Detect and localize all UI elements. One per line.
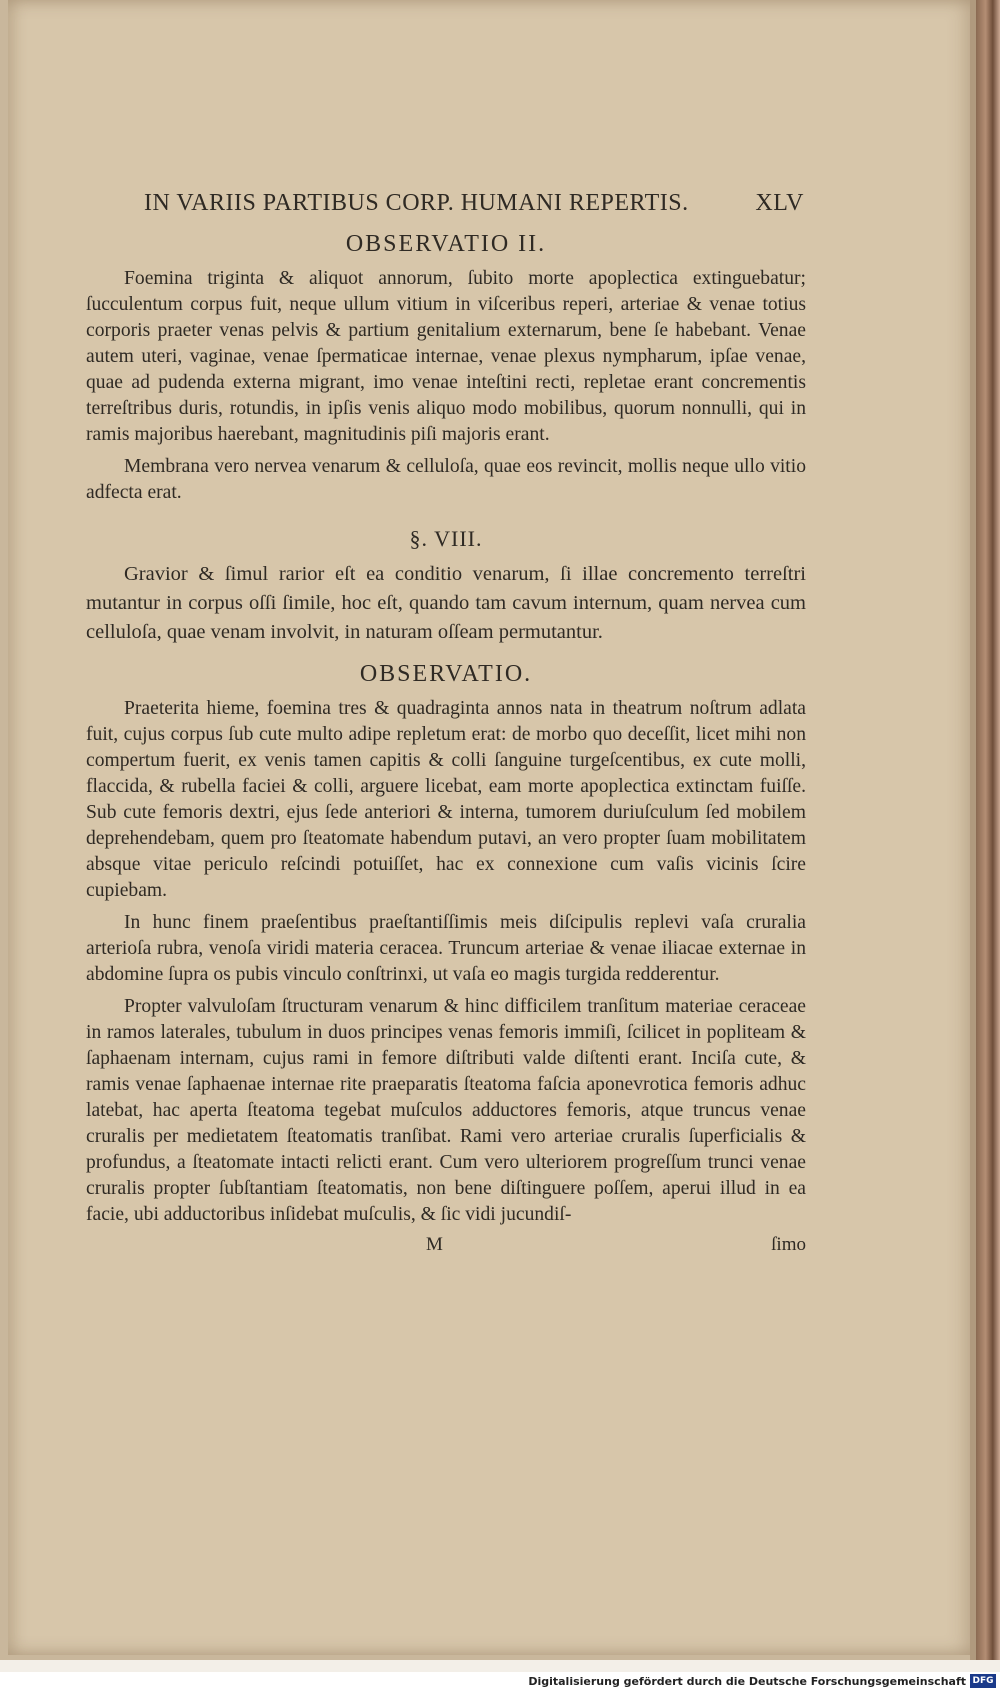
book-edge	[976, 0, 1000, 1660]
credit-bar	[0, 1672, 1000, 1696]
section-title: OBSERVATIO II.	[345, 231, 547, 257]
credit-text: Digitalisierung gefördert durch die Deutsche Forschungsgemeinschaft	[528, 1675, 966, 1688]
section-title: §. VIII.	[409, 526, 483, 551]
page-content	[86, 190, 806, 1256]
paragraph: Propter valvuloſam ſtructuram venarum & hinc difficilem tranſitum materiae ceraceae in ramos laterales, tubulum in duos principes venas femoris immiſi, ſcilicet in popliteam & ſaphaenam internam, cujus rami in femore diſtributi valde diſtenti erant. Inciſa cute, & ramis venae ſaphaenae internae rite praeparatis ſteatoma faſcia aponevrotica femoris adhuc latebat, hac aperta ſteatoma tegebat muſculos adductores femoris, atque truncus venae cruralis per medietatem ſteatomatis tranſibat. Rami vero arteriae cruralis ſuperficialis & profundus, a ſteatomate intacti relicti erant. Cum vero ulteriorem progreſſum trunci venae cruralis propter ſubſtantiam ſteatomatis, non bene diſtinguere poſſem, aperui illud in ea facie, ubi adductoribus inſidebat muſculis, & ſic vidi jucundiſ-	[86, 996, 806, 1225]
paragraph: Gravior & ſimul rarior eſt ea conditio venarum, ſi illae concremento terreſtri mutantur in corpus oſſi ſimile, hoc eſt, quando tam cavum internum, quam nervea cum celluloſa, quae venam involvit, in naturam oſſeam permutantur.	[86, 563, 806, 643]
paragraph: Praeterita hieme, foemina tres & quadraginta annos nata in theatrum noſtrum adlata fuit, cujus corpus ſub cute multo adipe repletum erat: de morbo quo deceſſit, licet mihi non compertum fuerit, ex venis tamen capitis & colli ſanguine turgeſcentibus, ex cute molli, flaccida, & rubella faciei & colli, arguere licebat, eam morte apoplectica extinctam fuiſſe. Sub cute femoris dextri, ejus ſede anteriori & interna, tumorem duriuſculum ſed mobilem deprehendebam, quem pro ſteatomate habendum putavi, an vero propter ſuam mobilitatem absque vitae periculo reſcindi potuiſſet, hac ex connexione cum vaſis vicinis ſcire cupiebam.	[86, 698, 806, 901]
book-page	[8, 0, 976, 1655]
page-number: XLV	[755, 190, 804, 216]
section-title: OBSERVATIO.	[359, 661, 533, 687]
running-head	[144, 190, 804, 217]
paragraph: In hunc finem praeſentibus praeſtantiſſimis meis diſcipulis replevi vaſa cruralia arterioſa rubra, venoſa viridi materia ceracea. Truncum arteriae & venae iliacae externae in abdomine ſupra os pubis vinculo conſtrinxi, ut vaſa eo magis turgida redderentur.	[86, 912, 806, 985]
running-head-title: IN VARIIS PARTIBUS CORP. HUMANI REPERTIS.	[144, 190, 689, 216]
dfg-logo-icon: DFG	[970, 1674, 996, 1688]
catchword: ſimo	[771, 1234, 806, 1255]
paragraph: Membrana vero nervea venarum & celluloſa, quae eos revincit, mollis neque ullo vitio adfecta erat.	[86, 456, 806, 503]
page-footer	[86, 1234, 806, 1256]
paragraph: Foemina triginta & aliquot annorum, ſubito morte apoplectica extinguebatur; ſucculentum corpus fuit, neque ullum vitium in viſceribus reperi, arteriae & venae totius corporis praeter venas pelvis & partium genitalium externarum, bene ſe habebant. Venae autem uteri, vaginae, venae ſpermaticae internae, venae plexus nympharum, ipſae venae, quae ad pudenda externa migrant, imo venae inteſtini recti, repletae erant concrementis terreſtribus duris, rotundis, in ipſis venis aliquo modo mobilibus, quorum nonnulli, qui in ramis majoribus haerebant, magnitudinis piſi majoris erant.	[86, 268, 806, 445]
signature-mark: M	[426, 1234, 443, 1255]
